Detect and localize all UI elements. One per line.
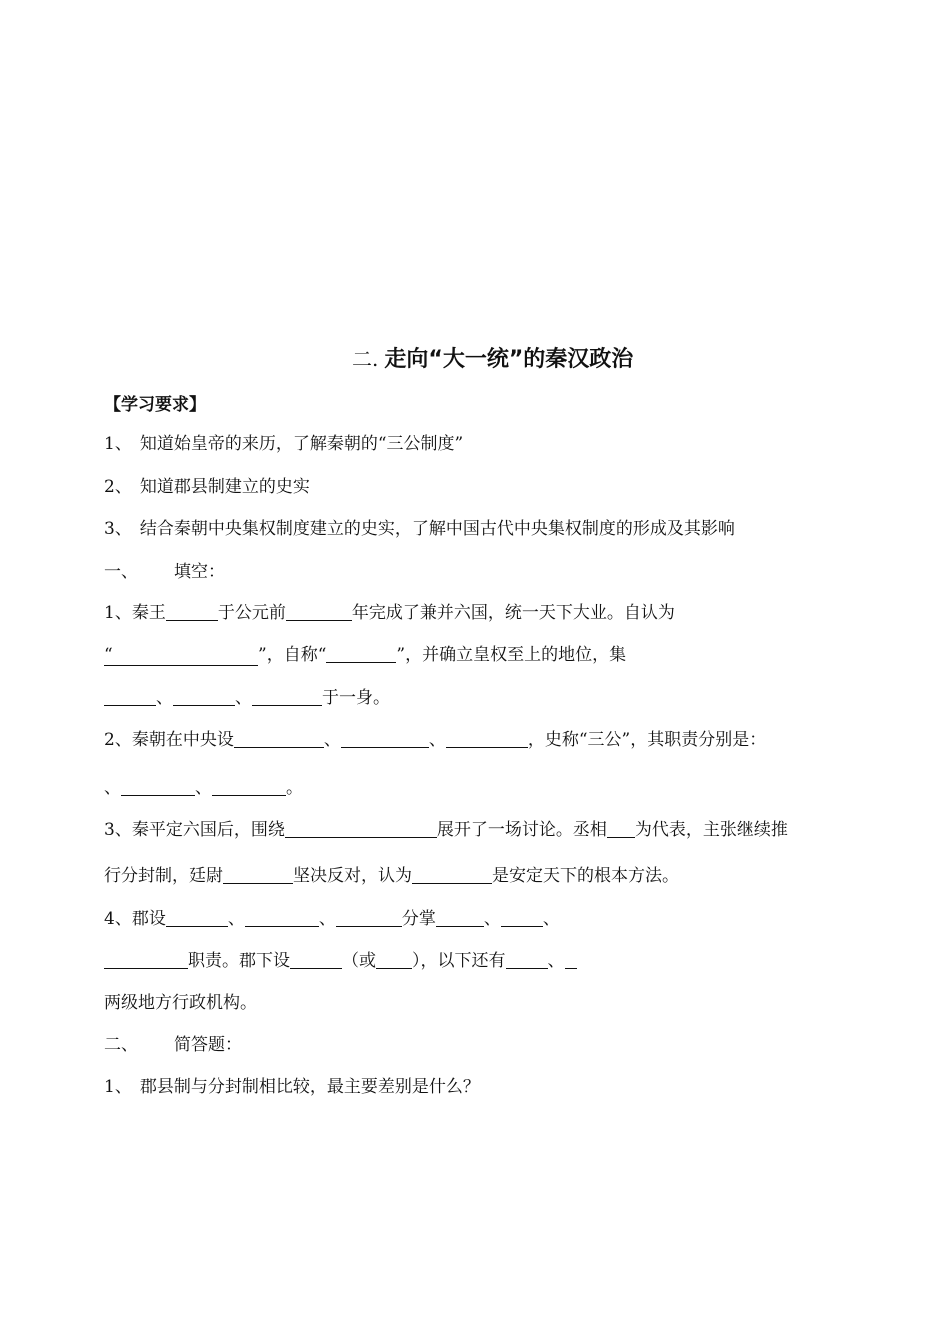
fill-question-3-line-2: 行分封制，廷尉 坚决反对，认为 是安定天下的根本方法。 [104,866,679,886]
answer-blank[interactable] [104,952,188,969]
requirement-item-1: 1、 知道始皇帝的来历，了解秦朝的“三公制度” [104,434,464,454]
answer-blank[interactable] [436,910,484,927]
fill-question-4-line-3: 两级地方行政机构。 [104,993,257,1013]
answer-blank[interactable] [565,952,577,969]
fill-question-4-line-1: 4、郡设 、 、 分掌 、 、 [104,909,560,929]
answer-blank[interactable] [104,689,156,706]
answer-blank[interactable] [607,821,635,838]
answer-blank[interactable] [286,604,352,621]
section-2-heading: 二、 简答题： [104,1035,242,1055]
section-1-heading: 一、 填空： [104,562,225,582]
answer-blank[interactable] [341,731,429,748]
fill-question-1-line-1: 1、秦王 于公元前 年完成了兼并六国，统一天下大业。自认为 [104,603,675,623]
answer-blank[interactable] [446,731,528,748]
title-text: 走向“大一统”的秦汉政治 [384,347,634,372]
fill-question-1-line-2: “ ”，自称“ ”，并确立皇权至上的地位，集 [104,645,627,665]
answer-blank[interactable]: “ [104,645,258,666]
answer-blank[interactable] [506,952,548,969]
answer-blank[interactable] [173,689,235,706]
answer-blank[interactable] [501,910,543,927]
answer-blank[interactable] [121,779,195,796]
answer-blank[interactable] [290,952,342,969]
fill-question-3-line-1: 3、秦平定六国后，围绕 展开了一场讨论。丞相 为代表，主张继续推 [104,820,788,840]
requirements-heading: 【学习要求】 [104,395,206,415]
requirement-item-2: 2、 知道郡县制建立的史实 [104,477,310,497]
answer-blank[interactable] [285,821,437,838]
answer-blank[interactable] [336,910,402,927]
answer-blank[interactable] [212,779,286,796]
answer-blank[interactable] [166,910,228,927]
fill-question-1-line-3: 、 、 于一身。 [104,688,390,708]
answer-blank[interactable] [412,867,492,884]
answer-blank[interactable] [223,867,293,884]
fill-question-2-line-2: 、 、 。 [104,778,303,798]
answer-blank[interactable] [245,910,319,927]
short-answer-question-1: 1、 郡县制与分封制相比较，最主要差别是什么？ [104,1077,480,1097]
page-title [352,345,633,374]
answer-blank[interactable] [234,731,324,748]
answer-blank[interactable] [326,646,396,663]
answer-blank[interactable] [376,952,412,969]
answer-blank[interactable] [252,689,322,706]
requirement-item-3: 3、 结合秦朝中央集权制度建立的史实，了解中国古代中央集权制度的形成及其影响 [104,519,735,539]
answer-blank[interactable] [166,604,218,621]
fill-question-4-line-2: 职责。郡下设 （或 ），以下还有 、 [104,951,577,971]
title-number: 二. [352,347,379,371]
fill-question-2-line-1: 2、秦朝在中央设 、 、 ，史称“三公”，其职责分别是： [104,730,767,750]
